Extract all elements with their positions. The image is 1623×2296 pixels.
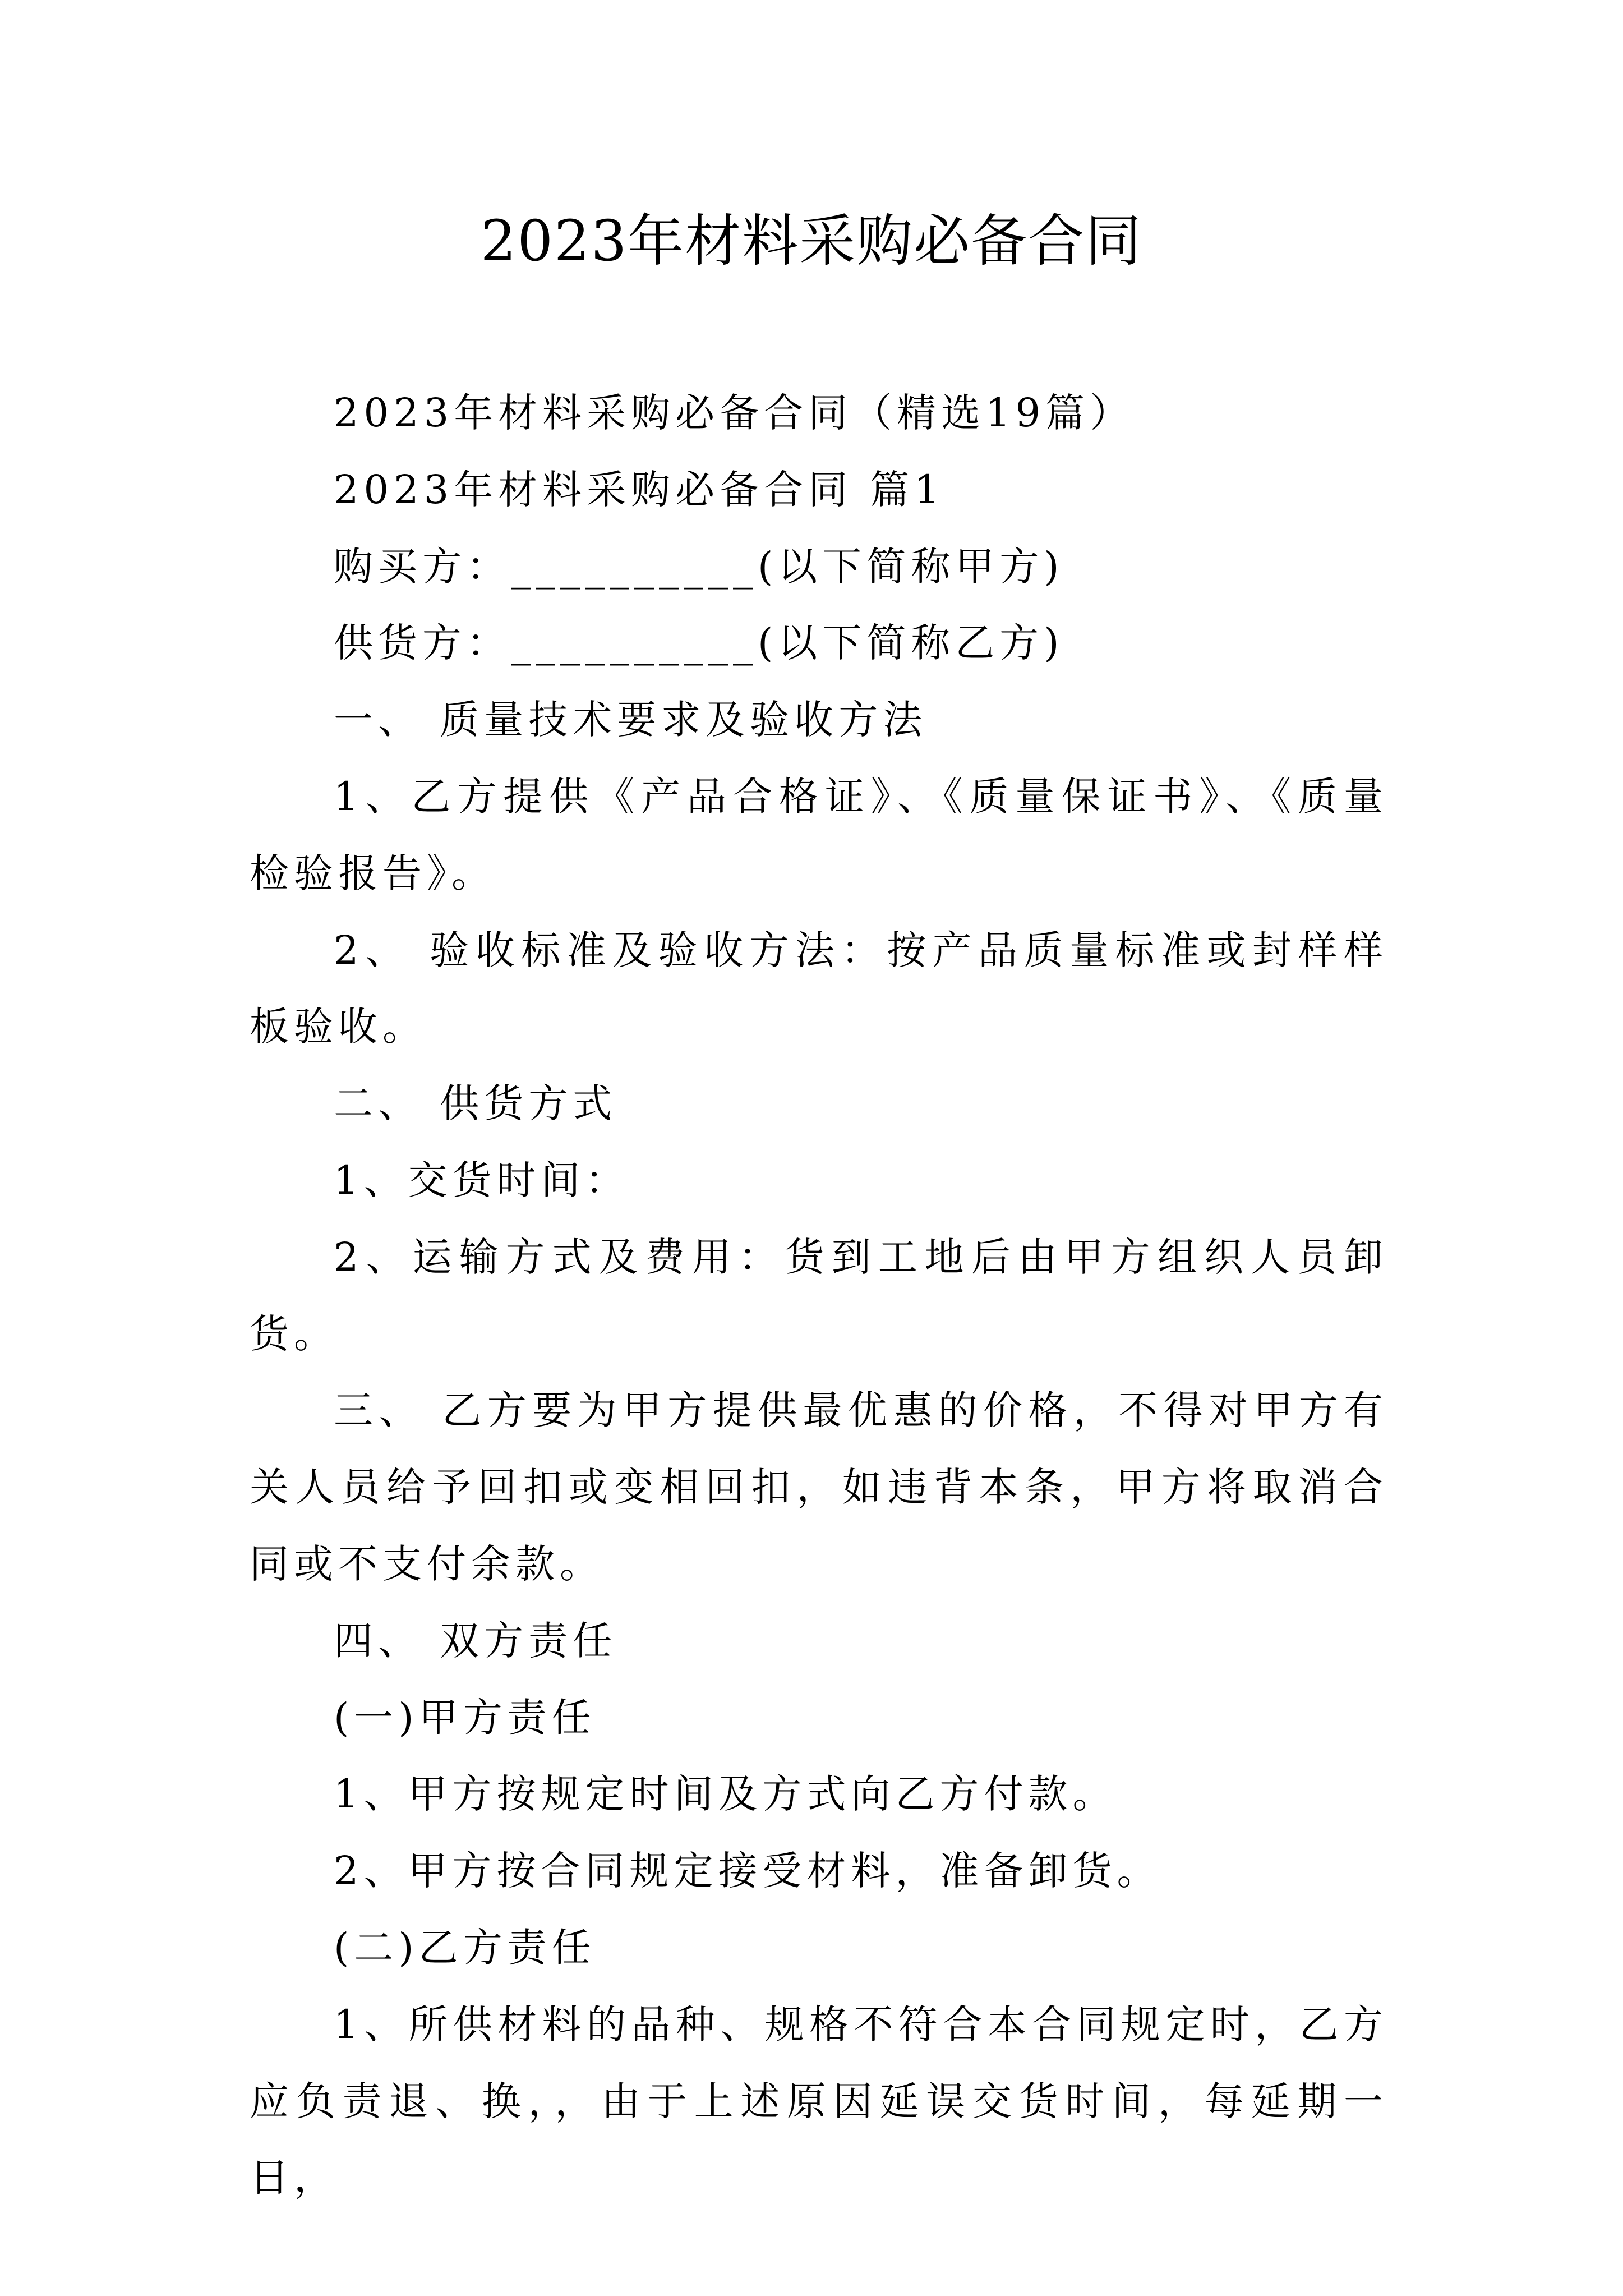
document-body xyxy=(250,375,1388,2216)
paragraph-clause-3: 三、 乙方要为甲方提供最优惠的价格，不得对甲方有关人员给予回扣或变相回扣，如违背本条，甲方将取消合同或不支付余款。 xyxy=(250,1387,1388,1587)
paragraph-party-b-heading: (二)乙方责任 xyxy=(334,1924,596,1971)
paragraph-clause-4-heading: 四、 双方责任 xyxy=(334,1617,617,1664)
paragraph-clause-1-2: 2、 验收标准及验收方法：按产品质量标准或封样样板验收。 xyxy=(250,927,1388,1050)
paragraph-supplier: 供货方：__________(以下简称乙方) xyxy=(334,620,1064,666)
paragraph-party-a-1: 1、甲方按规定时间及方式向乙方付款。 xyxy=(334,1771,1117,1818)
paragraph-clause-2-heading: 二、 供货方式 xyxy=(334,1080,617,1127)
document-title: 2023年材料采购必备合同 xyxy=(480,208,1143,274)
paragraph-party-a-heading: (一)甲方责任 xyxy=(334,1694,596,1741)
paragraph-party-b-1: 1、所供材料的品种、规格不符合本合同规定时，乙方应负责退、换，，由于上述原因延误交货时间，每延期一日， xyxy=(250,2001,1388,2201)
paragraph-party-a-2: 2、甲方按合同规定接受材料，准备卸货。 xyxy=(334,1848,1161,1894)
paragraph-subtitle: 2023年材料采购必备合同（精选19篇） xyxy=(334,390,1135,436)
paragraph-clause-2-2: 2、运输方式及费用：货到工地后由甲方组织人员卸货。 xyxy=(250,1234,1388,1357)
paragraph-clause-2-1: 1、交货时间： xyxy=(334,1157,630,1203)
paragraph-section-heading: 2023年材料采购必备合同 篇1 xyxy=(334,466,944,513)
paragraph-buyer: 购买方：__________(以下简称甲方) xyxy=(334,543,1064,590)
paragraph-clause-1-heading: 一、 质量技术要求及验收方法 xyxy=(334,697,928,743)
paragraph-clause-1-1: 1、乙方提供《产品合格证》、《质量保证书》、《质量检验报告》。 xyxy=(250,773,1388,896)
